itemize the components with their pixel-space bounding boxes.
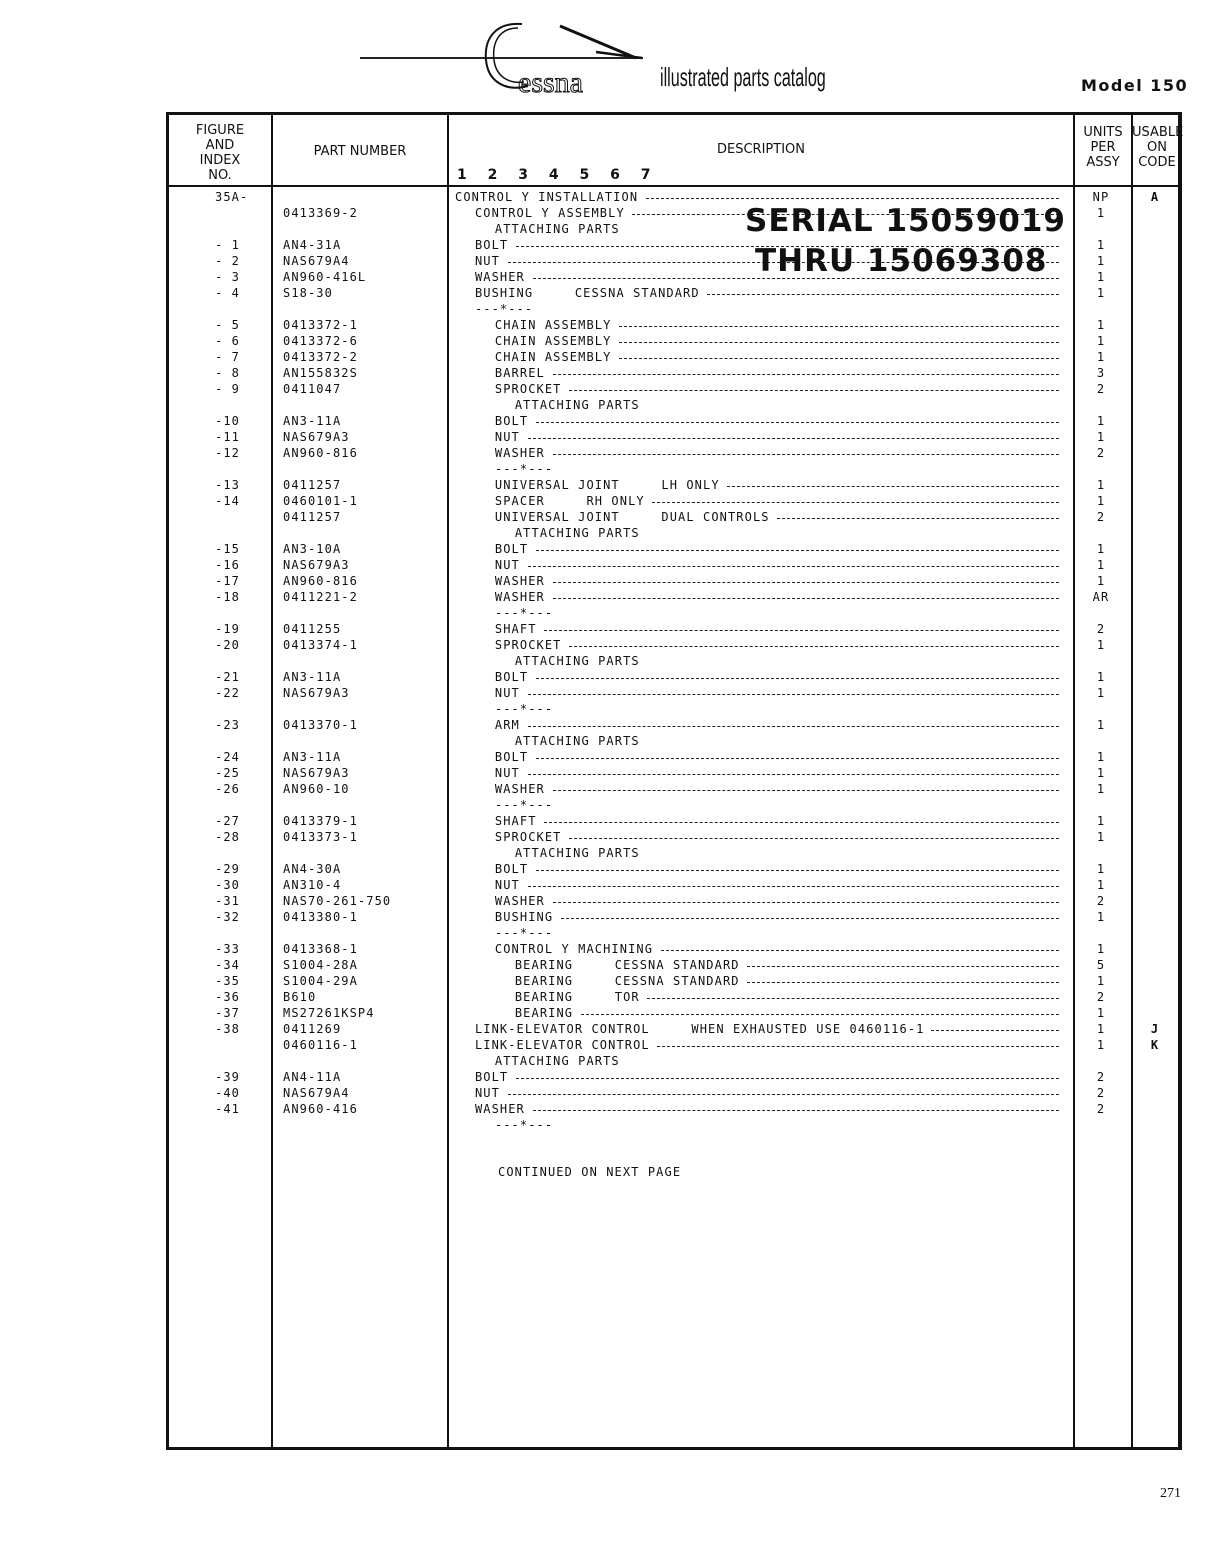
part-number: 0413368-1: [283, 942, 358, 956]
part-description: SPROCKET: [494, 638, 562, 652]
part-description: BOLT: [494, 750, 529, 764]
part-number: NAS679A3: [283, 558, 350, 572]
leader-dashes: [533, 1110, 1059, 1111]
units-per-assy: 3: [1096, 366, 1106, 380]
leader-dashes: [536, 550, 1059, 551]
leader-dashes: [553, 454, 1059, 455]
part-number: 0411269: [283, 1022, 342, 1036]
part-number: S1004-29A: [283, 974, 358, 988]
part-description: CONTROL Y INSTALLATION: [455, 190, 639, 204]
part-number: 0413380-1: [283, 910, 358, 924]
part-number: 0460116-1: [283, 1038, 358, 1052]
part-description: ---*---: [494, 606, 554, 620]
figure-index: -26: [215, 782, 240, 796]
leader-dashes: [508, 1094, 1059, 1095]
leader-dashes: [553, 598, 1059, 599]
units-per-assy: 1: [1096, 542, 1106, 556]
units-per-assy: 5: [1096, 958, 1106, 972]
part-description: ATTACHING PARTS: [514, 846, 640, 860]
units-per-assy: 1: [1096, 494, 1106, 508]
part-description: BOLT: [474, 1070, 509, 1084]
leader-dashes: [581, 1014, 1059, 1015]
part-description: ---*---: [494, 462, 554, 476]
part-description: CONTROL Y MACHINING: [494, 942, 654, 956]
leader-dashes: [528, 886, 1059, 887]
part-description: ---*---: [494, 798, 554, 812]
part-number: 0460101-1: [283, 494, 358, 508]
leader-dashes: [569, 838, 1059, 839]
part-description: WASHER: [474, 270, 525, 284]
leader-dashes: [569, 390, 1059, 391]
figure-index: -29: [215, 862, 240, 876]
units-per-assy: 1: [1096, 414, 1106, 428]
serial-line-1: SERIAL 15059019: [745, 203, 1067, 239]
part-number: AN4-11A: [283, 1070, 342, 1084]
units-per-assy: 1: [1096, 750, 1106, 764]
figure-index: -21: [215, 670, 240, 684]
leader-dashes: [553, 790, 1059, 791]
units-per-assy: NP: [1092, 190, 1110, 204]
serial-line-2: THRU 15069308: [755, 243, 1048, 279]
figure-index: -11: [215, 430, 240, 444]
units-per-assy: 1: [1096, 350, 1106, 364]
part-number: 0413372-1: [283, 318, 358, 332]
header-part-number: PART NUMBER: [313, 144, 407, 159]
units-per-assy: 1: [1096, 574, 1106, 588]
leader-dashes: [569, 646, 1059, 647]
leader-dashes: [619, 326, 1059, 327]
part-number: 0413374-1: [283, 638, 358, 652]
part-description: NUT: [494, 558, 520, 572]
figure-index: -17: [215, 574, 240, 588]
part-description: SHAFT: [494, 622, 537, 636]
usable-code: K: [1150, 1038, 1160, 1052]
part-number: 0411047: [283, 382, 342, 396]
header-description: DESCRIPTION: [717, 142, 805, 157]
leader-dashes: [707, 294, 1059, 295]
leader-dashes: [727, 486, 1059, 487]
units-per-assy: AR: [1092, 590, 1110, 604]
figure-index: - 5: [215, 318, 240, 332]
part-number: AN3-10A: [283, 542, 342, 556]
part-number: NAS679A3: [283, 430, 350, 444]
figure-index: 35A-: [215, 190, 249, 204]
part-description: BOLT: [494, 862, 529, 876]
part-number: AN3-11A: [283, 750, 342, 764]
figure-index: -36: [215, 990, 240, 1004]
part-description: WASHER: [494, 894, 545, 908]
part-description: ATTACHING PARTS: [494, 222, 620, 236]
figure-index: -31: [215, 894, 240, 908]
leader-dashes: [528, 694, 1059, 695]
part-number: AN3-11A: [283, 670, 342, 684]
usable-code: A: [1150, 190, 1160, 204]
leader-dashes: [544, 630, 1059, 631]
col-divider: [271, 115, 273, 1447]
part-description: UNIVERSAL JOINT DUAL CONTROLS: [494, 510, 770, 524]
part-description: CHAIN ASSEMBLY: [494, 350, 612, 364]
part-number: MS27261KSP4: [283, 1006, 375, 1020]
part-description: NUT: [474, 1086, 500, 1100]
page-number: 271: [1160, 1486, 1181, 1501]
part-description: NUT: [494, 878, 520, 892]
leader-dashes: [536, 678, 1059, 679]
leader-dashes: [528, 726, 1059, 727]
units-per-assy: 1: [1096, 814, 1106, 828]
part-description: NUT: [474, 254, 500, 268]
units-per-assy: 2: [1096, 446, 1106, 460]
units-per-assy: 1: [1096, 910, 1106, 924]
figure-index: -13: [215, 478, 240, 492]
part-description: NUT: [494, 766, 520, 780]
usable-code: J: [1150, 1022, 1160, 1036]
units-per-assy: 1: [1096, 862, 1106, 876]
cessna-logo-icon: [476, 18, 651, 100]
part-number: S18-30: [283, 286, 333, 300]
units-per-assy: 1: [1096, 206, 1106, 220]
header-usable: [1131, 125, 1183, 170]
units-per-assy: 1: [1096, 558, 1106, 572]
figure-index: -10: [215, 414, 240, 428]
catalog-title: illustrated parts catalog: [660, 62, 826, 92]
part-number: 0411255: [283, 622, 342, 636]
part-description: LINK-ELEVATOR CONTROL WHEN EXHAUSTED USE 0460116-1: [474, 1022, 925, 1036]
figure-index: - 2: [215, 254, 240, 268]
part-number: NAS679A3: [283, 686, 350, 700]
figure-index: -35: [215, 974, 240, 988]
part-description: BUSHING CESSNA STANDARD: [474, 286, 700, 300]
header-divider: [169, 185, 1178, 187]
figure-index: -37: [215, 1006, 240, 1020]
part-description: CHAIN ASSEMBLY: [494, 334, 612, 348]
figure-index: -16: [215, 558, 240, 572]
header-usable-text: USABLE ON CODE: [1132, 125, 1184, 170]
part-number: 0411221-2: [283, 590, 358, 604]
part-description: BEARING: [514, 1006, 574, 1020]
figure-index: - 3: [215, 270, 240, 284]
leader-dashes: [528, 566, 1059, 567]
figure-index: -14: [215, 494, 240, 508]
col-divider: [1131, 115, 1133, 1447]
part-number: NAS679A3: [283, 766, 350, 780]
part-description: WASHER: [474, 1102, 525, 1116]
units-per-assy: 1: [1096, 766, 1106, 780]
part-description: BARREL: [494, 366, 545, 380]
part-number: AN4-30A: [283, 862, 342, 876]
figure-index: -12: [215, 446, 240, 460]
part-description: CHAIN ASSEMBLY: [494, 318, 612, 332]
svg-text:essna: essna: [518, 66, 583, 99]
part-description: NUT: [494, 430, 520, 444]
part-description: WASHER: [494, 590, 545, 604]
col-divider: [1073, 115, 1075, 1447]
leader-dashes: [931, 1030, 1059, 1031]
parts-table: [166, 112, 1182, 1450]
units-per-assy: 1: [1096, 238, 1106, 252]
leader-dashes: [528, 774, 1059, 775]
part-number: NAS679A4: [283, 1086, 350, 1100]
part-number: AN155832S: [283, 366, 358, 380]
units-per-assy: 2: [1096, 894, 1106, 908]
part-number: AN960-416: [283, 1102, 358, 1116]
figure-index: -33: [215, 942, 240, 956]
units-per-assy: 2: [1096, 990, 1106, 1004]
leader-dashes: [747, 982, 1059, 983]
units-per-assy: 1: [1096, 1022, 1106, 1036]
leader-dashes: [516, 1078, 1059, 1079]
units-per-assy: 1: [1096, 1006, 1106, 1020]
units-per-assy: 1: [1096, 782, 1106, 796]
figure-index: -32: [215, 910, 240, 924]
part-description: BEARING CESSNA STANDARD: [514, 958, 740, 972]
units-per-assy: 1: [1096, 270, 1106, 284]
part-description: SPROCKET: [494, 382, 562, 396]
units-per-assy: 2: [1096, 382, 1106, 396]
units-per-assy: 1: [1096, 430, 1106, 444]
figure-index: -22: [215, 686, 240, 700]
part-number: AN4-31A: [283, 238, 342, 252]
part-description: BOLT: [494, 414, 529, 428]
part-description: ---*---: [474, 302, 534, 316]
leader-dashes: [646, 198, 1059, 199]
units-per-assy: 1: [1096, 334, 1106, 348]
part-description: UNIVERSAL JOINT LH ONLY: [494, 478, 720, 492]
indent-digits: 1 2 3 4 5 6 7: [457, 167, 659, 183]
part-description: ATTACHING PARTS: [514, 398, 640, 412]
units-per-assy: 1: [1096, 942, 1106, 956]
part-description: WASHER: [494, 446, 545, 460]
units-per-assy: 1: [1096, 686, 1106, 700]
leader-dashes: [553, 582, 1059, 583]
leader-dashes: [657, 1046, 1059, 1047]
figure-index: -18: [215, 590, 240, 604]
part-description: BEARING TOR: [514, 990, 640, 1004]
part-number: 0413369-2: [283, 206, 358, 220]
part-number: B610: [283, 990, 317, 1004]
units-per-assy: 1: [1096, 830, 1106, 844]
leader-dashes: [536, 758, 1059, 759]
units-per-assy: 1: [1096, 974, 1106, 988]
part-number: 0413379-1: [283, 814, 358, 828]
figure-index: - 9: [215, 382, 240, 396]
leader-dashes: [544, 822, 1059, 823]
figure-index: -19: [215, 622, 240, 636]
header-units-text: UNITS PER ASSY: [1083, 125, 1123, 170]
leader-dashes: [528, 438, 1059, 439]
part-description: ATTACHING PARTS: [514, 654, 640, 668]
figure-index: - 8: [215, 366, 240, 380]
part-description: ATTACHING PARTS: [494, 1054, 620, 1068]
part-description: NUT: [494, 686, 520, 700]
part-description: BOLT: [494, 670, 529, 684]
part-description: LINK-ELEVATOR CONTROL: [474, 1038, 650, 1052]
figure-index: - 7: [215, 350, 240, 364]
part-number: AN960-816: [283, 574, 358, 588]
part-description: ---*---: [494, 1118, 554, 1132]
serial-stamp: [745, 202, 1067, 279]
part-number: AN960-816: [283, 446, 358, 460]
leader-dashes: [561, 918, 1059, 919]
units-per-assy: 2: [1096, 1102, 1106, 1116]
page-header: [0, 0, 1212, 110]
leader-dashes: [536, 422, 1059, 423]
part-description: ---*---: [494, 926, 554, 940]
part-number: AN310-4: [283, 878, 342, 892]
units-per-assy: 1: [1096, 318, 1106, 332]
units-per-assy: 1: [1096, 254, 1106, 268]
units-per-assy: 1: [1096, 878, 1106, 892]
leader-dashes: [536, 870, 1059, 871]
units-per-assy: 2: [1096, 622, 1106, 636]
part-number: S1004-28A: [283, 958, 358, 972]
continued-note: CONTINUED ON NEXT PAGE: [498, 1165, 682, 1179]
units-per-assy: 2: [1096, 1086, 1106, 1100]
part-number: AN3-11A: [283, 414, 342, 428]
figure-index: - 6: [215, 334, 240, 348]
figure-index: -28: [215, 830, 240, 844]
figure-index: -38: [215, 1022, 240, 1036]
units-per-assy: 1: [1096, 638, 1106, 652]
part-description: BOLT: [474, 238, 509, 252]
leader-dashes: [661, 950, 1059, 951]
part-number: NAS70-261-750: [283, 894, 392, 908]
leader-dashes: [777, 518, 1059, 519]
units-per-assy: 1: [1096, 478, 1106, 492]
model-label: Model 150: [1081, 76, 1189, 95]
figure-index: -20: [215, 638, 240, 652]
part-number: 0413370-1: [283, 718, 358, 732]
units-per-assy: 1: [1096, 718, 1106, 732]
header-figure-text: FIGURE AND INDEX NO.: [195, 123, 245, 183]
figure-index: - 1: [215, 238, 240, 252]
leader-dashes: [619, 358, 1059, 359]
part-description: SPROCKET: [494, 830, 562, 844]
part-number: 0413372-2: [283, 350, 358, 364]
part-description: ATTACHING PARTS: [514, 734, 640, 748]
part-description: BUSHING: [494, 910, 554, 924]
part-number: NAS679A4: [283, 254, 350, 268]
leader-dashes: [647, 998, 1059, 999]
units-per-assy: 1: [1096, 286, 1106, 300]
leader-dashes: [747, 966, 1059, 967]
figure-index: -27: [215, 814, 240, 828]
figure-index: -39: [215, 1070, 240, 1084]
part-description: CONTROL Y ASSEMBLY: [474, 206, 625, 220]
header-figure-index: [175, 123, 265, 183]
figure-index: -23: [215, 718, 240, 732]
header-units: [1075, 125, 1131, 170]
part-description: ---*---: [494, 702, 554, 716]
leader-dashes: [553, 374, 1059, 375]
figure-index: -25: [215, 766, 240, 780]
part-number: 0413373-1: [283, 830, 358, 844]
part-description: BEARING CESSNA STANDARD: [514, 974, 740, 988]
part-description: ATTACHING PARTS: [514, 526, 640, 540]
figure-index: -41: [215, 1102, 240, 1116]
leader-dashes: [619, 342, 1059, 343]
part-number: 0411257: [283, 478, 342, 492]
figure-index: -40: [215, 1086, 240, 1100]
leader-dashes: [652, 502, 1059, 503]
part-description: WASHER: [494, 782, 545, 796]
units-per-assy: 2: [1096, 1070, 1106, 1084]
part-number: 0413372-6: [283, 334, 358, 348]
part-description: SHAFT: [494, 814, 537, 828]
units-per-assy: 1: [1096, 670, 1106, 684]
units-per-assy: 2: [1096, 510, 1106, 524]
figure-index: -15: [215, 542, 240, 556]
figure-index: - 4: [215, 286, 240, 300]
part-description: ARM: [494, 718, 520, 732]
part-description: SPACER RH ONLY: [494, 494, 645, 508]
part-number: 0411257: [283, 510, 342, 524]
units-per-assy: 1: [1096, 1038, 1106, 1052]
figure-index: -34: [215, 958, 240, 972]
part-number: AN960-416L: [283, 270, 367, 284]
figure-index: -24: [215, 750, 240, 764]
part-description: WASHER: [494, 574, 545, 588]
figure-index: -30: [215, 878, 240, 892]
col-divider: [447, 115, 449, 1447]
part-number: AN960-10: [283, 782, 350, 796]
part-description: BOLT: [494, 542, 529, 556]
leader-dashes: [553, 902, 1059, 903]
